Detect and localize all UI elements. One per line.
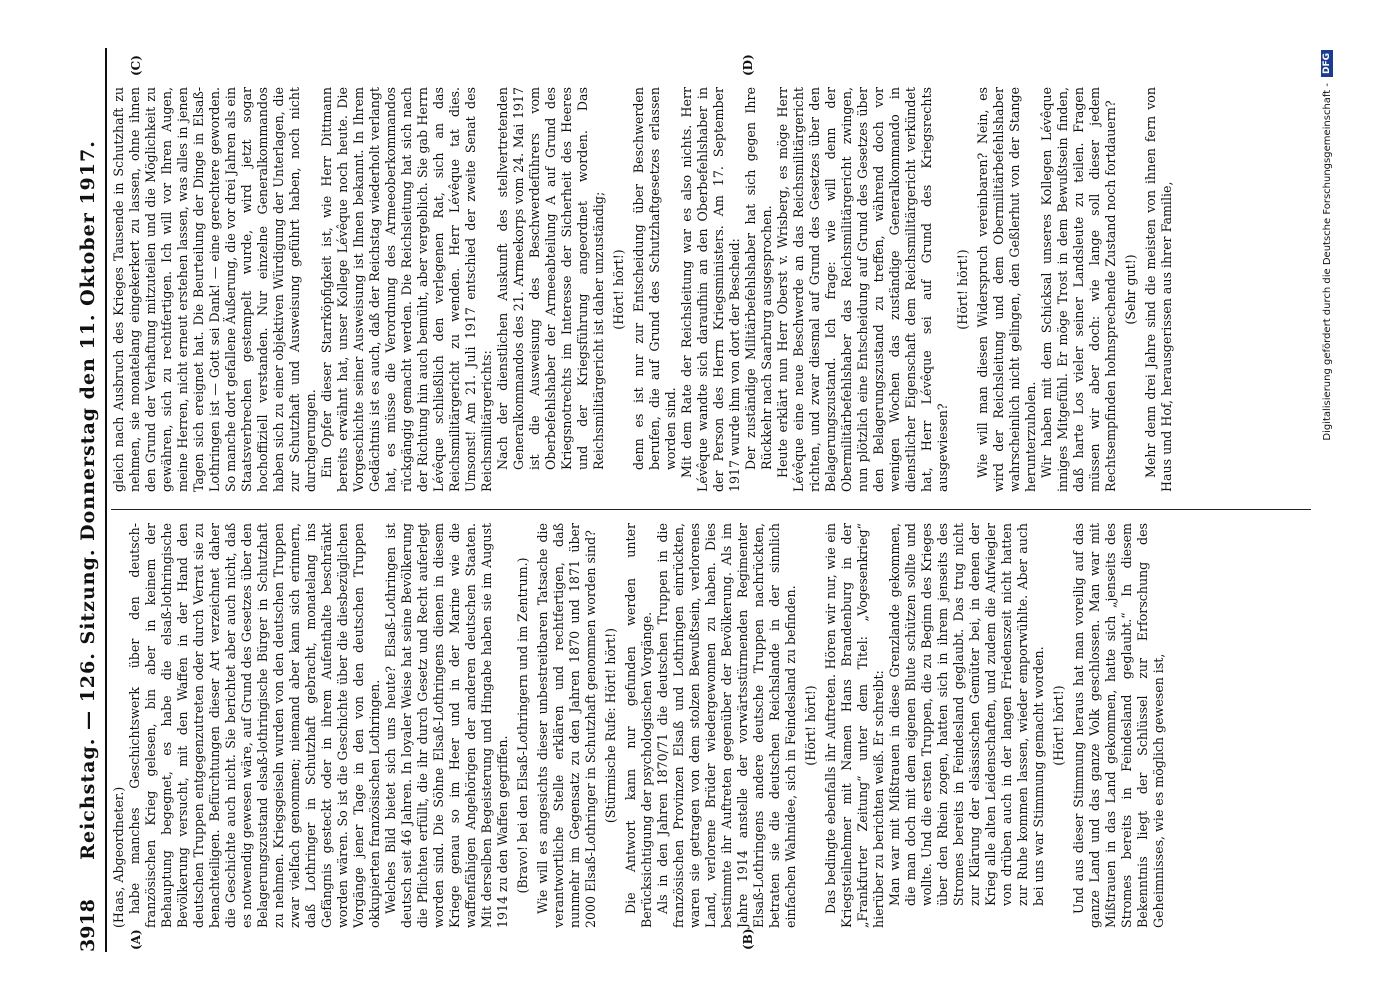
interjection: (Hört! hört!) — [1051, 685, 1066, 766]
right-column — [111, 87, 1175, 492]
margin-label-c: (C) — [129, 55, 143, 76]
paragraph: Als in den Jahren 1870/71 die deutschen Truppen in die französischen Provinzen Elsaß und Lothringen einrückten, waren sie getragen von dem stolzen Bewußtsein, verlorenes Land, verlorene Brüder wiedergewonnen zu haben. Dies bestimmte ihr Auftreten gegenüber der Bevölkerung. Als im Jahre 1914 anstelle der vorwärtsstürmenden Regimenter Elsaß-Lothringens andere deutsche Truppen nachrückten, betraten sie die deutschen Reichslande in der sinnlich einfachen Wahnidee, sich in Feindesland zu befinden. — [655, 523, 798, 928]
interjection: (Hört! hört!) — [955, 249, 970, 330]
paragraph: Wir haben mit dem Schicksal unseres Kollegen Lévêque inniges Mitgefühl. Er möge Trost in dem Bewußtsein finden, daß harte Los vieler seiner Landsleute zu teilen. Fragen müssen wir aber doch: wie lange soll dieser jedem Rechtsempfinden hohnsprechende Zustand noch fortdauern? — [1039, 87, 1118, 492]
paragraph: Und aus dieser Stimmung heraus hat man voreilig auf das ganze Land und das ganze Volk geschlossen. Man war mit Mißtrauen in das Land gekommen, hatte sich „jenseits des Stromes bereits in Feindesland geglaubt.“ In diesem Bekenntnis liegt der Schlüssel zur Erforschung des Geheimnisses, wie es möglich gewesen ist, — [1071, 523, 1166, 928]
paragraph: Wie will es angesichts dieser unbestreitbaren Tatsache die verantwortliche Stelle erklären und rechtfertigen, daß nunmehr im Gegensatz zu den Jahren 1870 und 1871 über 2000 Elsaß-Lothringer in Schutzhaft genommen worden sind? — [535, 523, 598, 928]
paragraph: Das bedingte ebenfalls ihr Auftreten. Hören wir nur, wie ein Kriegsteilnehmer mit Namen Hans Brandenburg in der „Frankfurter Zeitung“ unter dem Titel: „Vogesenkrieg“ hierüber zu berichten weiß. Er schreibt: — [823, 523, 886, 928]
paragraph: Mehr denn drei Jahre sind die meisten von ihnen fern von Haus und Hof, herausgerissen aus ihrer Familie, — [1143, 87, 1174, 492]
paragraph: Ein Opfer dieser Starrköpfigkeit ist, wie Herr Dittmann bereits erwähnt hat, unser Kollege Lévêque noch heute. Die Vorgeschichte seiner Ausweisung ist Ihnen bekannt. In Ihrem Gedächtnis ist es auch, daß der Reichstag wiederholt verlangt hat, es müsse die Verordnung des Armeeoberkommandos rückgängig gemacht werden. Die Reichsleitung hat sich nach der Richtung hin auch bemüht, aber vergeblich. Sie gab Herrn Lévêque schließlich den verlegenen Rat, sich an das Reichsmilitärgericht zu wenden. Herr Lévêque tat dies. Umsonst! Am 21. Juli 1917 entschied der zweite Senat des Reichsmilitärgerichts: — [319, 87, 494, 492]
margin-label-d: (D) — [741, 54, 755, 76]
page-header — [77, 48, 103, 952]
paragraph: Welches Bild bietet sich uns heute? Elsaß-Lothringen ist deutsch seit 46 Jahren. In loyaler Weise hat seine Bevölkerung die Pflichten erfüllt, die ihr durch Gesetz und Recht auferlegt worden sind. Die Söhne Elsaß-Lothringens dienen in diesem Kriege genau so im Heer und in der Marine wie die waffenfähigen Angehörigen der anderen deutschen Staaten. Mit derselben Begeisterung und Hingabe haben sie im August 1914 zu den Waffen gegriffen. — [383, 523, 510, 928]
paragraph: gleich nach Ausbruch des Krieges Tausende in Schutzhaft zu nehmen, sie monatelang eingekerkert zu lassen, ohne ihnen den Grund der Verhaftung mitzuteilen und die Möglichkeit zu gewähren, sich zu rechtfertigen. Ich will vor Ihren Augen, meine Herren, nicht erneut erstehen lassen, was alles in jenen Tagen sich ereignet hat. Die Beurteilung der Dinge in Elsaß-Lothringen ist — Gott sei Dank! — eine gerechtere geworden. So manche dort gefallene Äußerung, die vor drei Jahren als ein Staatsverbrechen gestempelt wurde, wird jetzt sogar hochoffiziell verstanden. Nur einzelne Generalkommandos haben sich zu einer objektiven Würdigung der Unterlagen, die zur Schutzhaft und Ausweisung geführt haben, noch nicht durchgerungen. — [111, 87, 318, 492]
dfg-logo: DFG — [1321, 50, 1333, 77]
paragraph: Heute erklärt nun Herr Oberst v. Wrisberg, es möge Herr Lévêque eine neue Beschwerde an das Reichsmilitärgericht richten, und zwar diesmal auf Grund des Gesetzes über den Belagerungszustand. Ich frage: wie will denn der Obermilitärbefehlshaber das Reichsmilitärgericht zwingen, nun plötzlich eine Entscheidung auf Grund des Gesetzes über den Belagerungszustand zu treffen, während doch vor wenigen Wochen das zuständige Generalkommando in dienstlicher Eigenschaft dem Reichsmilitärgericht verkündet hat, Herr Lévêque sei auf Grund des Kriegsrechts ausgewiesen? — [775, 87, 950, 492]
left-column — [111, 523, 1167, 928]
credit-text: Digitalisierung gefördert durch die Deutsche Forschungsgemeinschaft - — [1321, 83, 1333, 441]
paragraph: Die Antwort kann nur gefunden werden unter Berücksichtigung der psychologischen Vorgänge. — [623, 523, 654, 928]
interjection: (Stürmische Rufe: Hört! hört!) — [603, 627, 618, 824]
column-divider — [111, 509, 1311, 510]
paragraph: Mit dem Rate der Reichsleitung war es also nichts. Herr Lévêque wandte sich daraufhin an den Oberbefehlshaber in der Person des Herrn Kriegsministers. Am 17. September 1917 wurde ihm von dort der Bescheid: — [679, 87, 742, 492]
digitization-credit — [1321, 50, 1333, 441]
paragraph: habe manches Geschichtswerk über den deutsch-französischen Krieg gelesen, bin aber in keinem der Behauptung begegnet, es habe die elsaß-lothringische Bevölkerung versucht, mit den Waffen in der Hand den deutschen Truppen entgegenzutreten oder durch Verrat sie zu benachteiligen. Befürchtungen dieser Art verzeichnet daher die Geschichte auch nicht. Sie berichtet aber auch nicht, daß es notwendig gewesen wäre, auf Grund des Gesetzes über den Belagerungszustand elsaß-lothringische Bürger in Schutzhaft zu nehmen. Kriegsgeiseln wurden von den deutschen Truppen zwar vielfach genommen; niemand aber kann sich erinnern, daß Lothringer in Schutzhaft gebracht, monatelang ins Gefängnis gesteckt oder in ihrem Aufenthalte beschränkt worden wären. So ist die Geschichte über die diesbezüglichen Vorgänge jener Tage in den von den deutschen Truppen okkupierten französischen Lothringen. — [127, 523, 382, 928]
quotation: denn es ist nur zur Entscheidung über Beschwerden berufen, die auf Grund des Schutzhaftgesetzes erlassen worden sind. — [631, 87, 678, 470]
page-title: Reichstag. — 126. Sitzung. Donnerstag den 11. Oktober 1917. — [77, 140, 99, 860]
interjection: (Hört! hört!) — [611, 249, 626, 330]
document-page — [41, 20, 1341, 980]
interjection: (Hört! hört!) — [803, 685, 818, 766]
margin-label-b: (B) — [741, 928, 755, 950]
interjection: (Bravo! bei den Elsaß-Lothringern und im Zentrum.) — [515, 557, 530, 894]
quotation: Der zuständige Militärbefehlshaber hat sich gegen Ihre Rückkehr nach Saarburg ausgesprochen. — [743, 87, 774, 470]
quotation: Nach der dienstlichen Auskunft des stellvertretenden Generalkommandos des 21. Armeekorps vom 24. Mai 1917 ist die Ausweisung des Beschwerdeführers vom Oberbefehlshaber der Armeeabteilung A auf Grund des Kriegsnotrechts im Interesse der Sicherheit des Heeres und der Kriegsführung angeordnet worden. Das Reichsmilitärgericht ist daher unzuständig; — [495, 87, 606, 470]
page-number: 3918 — [77, 899, 99, 952]
header-rule — [105, 48, 107, 952]
quotation: Man war mit Mißtrauen in diese Grenzlande gekommen, die man doch mit dem eigenen Blute schützen sollte und wollte. Und die ersten Truppen, die zu Beginn des Krieges über den Rhein zogen, hatten sich in ihrem jenseits des Stromes bereits in Feindesland geglaubt. Das trug nicht zur Klärung der elsässischen Gemüter bei, in denen der Krieg alle alten Leidenschaften, und zudem die Aufwiegler von drüben auch in der langen Friedenszeit nicht hatten zur Ruhe kommen lassen, wieder emporwühlte. Aber auch bei uns war Stimmung gemacht worden. — [887, 523, 1046, 906]
interjection: (Sehr gut!) — [1123, 254, 1138, 325]
paragraph: Wie will man diesen Widerspruch vereinbaren? Nein, es wird der Reichsleitung und dem Obermilitärbefehlshaber wahrscheinlich nicht gelingen, den Geßlerhut von der Stange herunterzuholen. — [975, 87, 1038, 492]
speaker-note: (Haas, Abgeordneter.) — [111, 786, 126, 928]
margin-label-a: (A) — [129, 929, 143, 950]
